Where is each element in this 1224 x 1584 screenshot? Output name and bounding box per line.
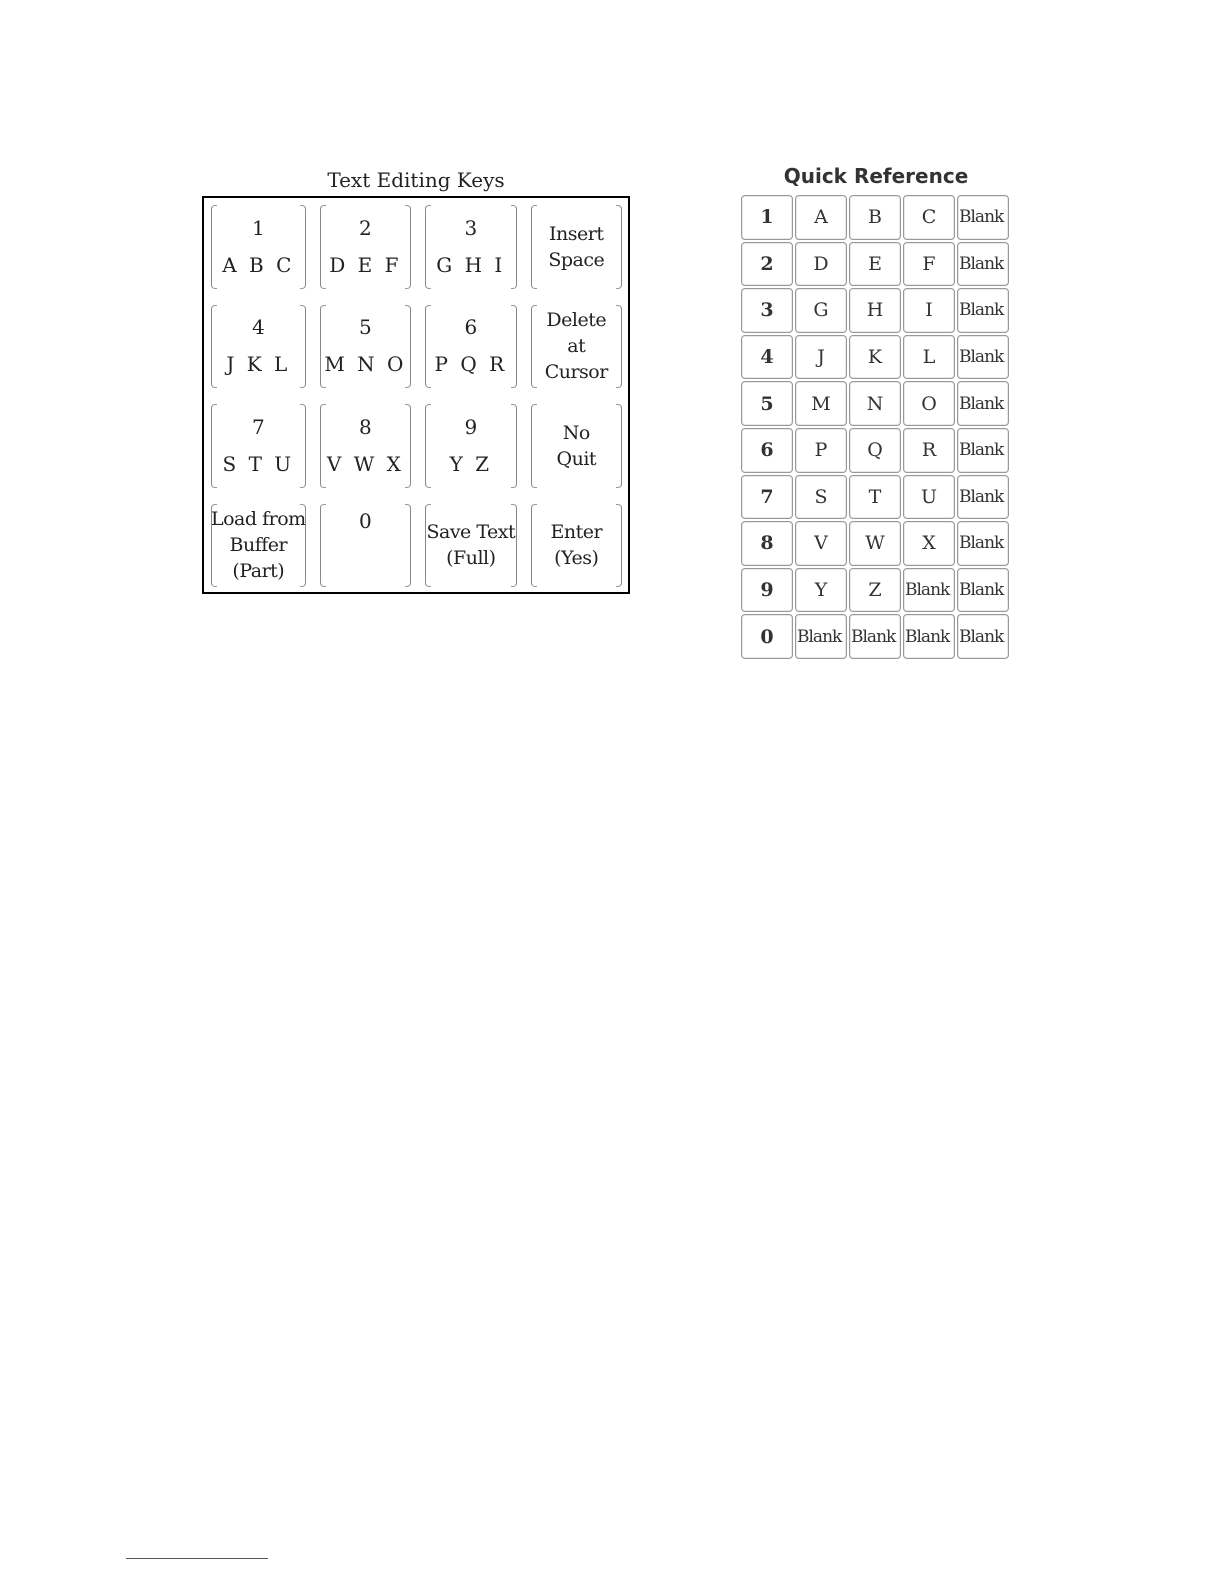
quick-ref-letter-cell: Blank [957, 381, 1009, 426]
quick-reference-table [740, 194, 1010, 660]
key-label: S T U [222, 451, 295, 476]
quick-ref-letter-cell: K [849, 335, 901, 380]
key-label: D E F [329, 252, 402, 277]
quick-ref-letter-cell: H [849, 288, 901, 333]
quick-ref-letter-cell: Blank [795, 614, 847, 659]
key-label: No [562, 421, 590, 444]
key-delete-at-cursor-button[interactable] [531, 304, 622, 390]
quick-ref-letter-cell: P [795, 428, 847, 473]
quick-ref-letter-cell: N [849, 381, 901, 426]
key-4-button[interactable] [211, 304, 306, 390]
key-label: Enter [550, 521, 603, 544]
quick-ref-digit-cell: 7 [741, 475, 793, 520]
quick-ref-letter-cell: B [849, 195, 901, 240]
quick-ref-letter-cell: Blank [957, 521, 1009, 566]
key-1-button[interactable] [211, 204, 306, 290]
key-label: Space [548, 248, 605, 271]
quick-ref-letter-cell: F [903, 242, 955, 287]
key-label: 6 [464, 315, 478, 340]
key-3-button[interactable] [425, 204, 516, 290]
quick-ref-digit-cell: 9 [741, 568, 793, 613]
key-label: 3 [464, 215, 478, 240]
quick-ref-digit-cell: 2 [741, 242, 793, 287]
quick-ref-letter-cell: Blank [957, 614, 1009, 659]
key-label: (Part) [232, 560, 285, 583]
quick-ref-letter-cell: Blank [957, 242, 1009, 287]
quick-ref-letter-cell: L [903, 335, 955, 380]
key-label: Delete [546, 309, 607, 332]
key-insert-space-button[interactable] [531, 204, 622, 290]
quick-ref-letter-cell: Blank [903, 568, 955, 613]
key-label: V W X [326, 451, 404, 476]
quick-ref-letter-cell: D [795, 242, 847, 287]
key-label: 4 [251, 315, 265, 340]
key-6-button[interactable] [425, 304, 516, 390]
text-editing-keys-section [202, 166, 630, 594]
quick-ref-letter-cell: Blank [903, 614, 955, 659]
key-label: 0 [359, 508, 372, 533]
quick-ref-letter-cell: G [795, 288, 847, 333]
quick-ref-letter-cell: A [795, 195, 847, 240]
key-label: J K L [226, 352, 291, 377]
key-label: M N O [324, 352, 407, 377]
quick-ref-letter-cell: Z [849, 568, 901, 613]
key-label: Cursor [544, 361, 608, 384]
quick-ref-letter-cell: C [903, 195, 955, 240]
key-label: Insert [549, 222, 604, 245]
quick-ref-letter-cell: V [795, 521, 847, 566]
key-enter-yes-button[interactable] [531, 503, 622, 589]
key-label: 5 [359, 315, 372, 340]
quick-ref-letter-cell: R [903, 428, 955, 473]
key-label: at [567, 335, 586, 358]
quick-ref-digit-cell: 1 [741, 195, 793, 240]
key-2-button[interactable] [320, 204, 411, 290]
key-0-button[interactable] [320, 503, 411, 589]
key-label: Y Z [449, 451, 493, 476]
key-label: Save Text [426, 521, 516, 544]
quick-ref-letter-cell: Blank [957, 568, 1009, 613]
quick-ref-letter-cell: S [795, 475, 847, 520]
key-8-button[interactable] [320, 403, 411, 489]
text-editing-keys-title: Text Editing Keys [327, 168, 505, 192]
quick-ref-letter-cell: Blank [957, 335, 1009, 380]
key-label: 1 [251, 215, 265, 240]
quick-ref-letter-cell: Y [795, 568, 847, 613]
quick-ref-letter-cell: Blank [957, 475, 1009, 520]
key-label: 9 [464, 414, 478, 439]
keypad [202, 196, 630, 594]
footnote-divider [126, 1558, 268, 1559]
key-9-button[interactable] [425, 403, 516, 489]
quick-ref-digit-cell: 6 [741, 428, 793, 473]
key-label: Load from [211, 508, 306, 531]
key-label: (Full) [446, 547, 496, 570]
quick-ref-letter-cell: Blank [849, 614, 901, 659]
key-label: G H I [436, 252, 506, 277]
key-load-from-buffer-button[interactable] [211, 503, 306, 589]
key-label: P Q R [434, 352, 508, 377]
key-label: Buffer [229, 534, 288, 557]
key-5-button[interactable] [320, 304, 411, 390]
quick-ref-letter-cell: Blank [957, 195, 1009, 240]
key-label: Quit [556, 447, 597, 470]
quick-ref-letter-cell: E [849, 242, 901, 287]
quick-ref-letter-cell: O [903, 381, 955, 426]
quick-ref-digit-cell: 8 [741, 521, 793, 566]
quick-ref-letter-cell: X [903, 521, 955, 566]
quick-ref-letter-cell: T [849, 475, 901, 520]
key-no-quit-button[interactable] [531, 403, 622, 489]
key-label: A B C [222, 252, 295, 277]
key-label: 2 [359, 215, 372, 240]
quick-ref-digit-cell: 5 [741, 381, 793, 426]
quick-ref-letter-cell: I [903, 288, 955, 333]
quick-ref-letter-cell: Blank [957, 428, 1009, 473]
quick-ref-digit-cell: 0 [741, 614, 793, 659]
quick-ref-letter-cell: M [795, 381, 847, 426]
quick-ref-letter-cell: U [903, 475, 955, 520]
key-label: (Yes) [554, 547, 599, 570]
key-label: 8 [359, 414, 372, 439]
quick-ref-digit-cell: 4 [741, 335, 793, 380]
quick-ref-letter-cell: Blank [957, 288, 1009, 333]
quick-ref-letter-cell: Q [849, 428, 901, 473]
key-label: 7 [251, 414, 265, 439]
quick-ref-digit-cell: 3 [741, 288, 793, 333]
quick-reference-title: Quick Reference [783, 164, 969, 188]
quick-reference-section [740, 162, 1012, 660]
quick-ref-letter-cell: W [849, 521, 901, 566]
key-save-text-button[interactable] [425, 503, 516, 589]
key-7-button[interactable] [211, 403, 306, 489]
quick-ref-letter-cell: J [795, 335, 847, 380]
